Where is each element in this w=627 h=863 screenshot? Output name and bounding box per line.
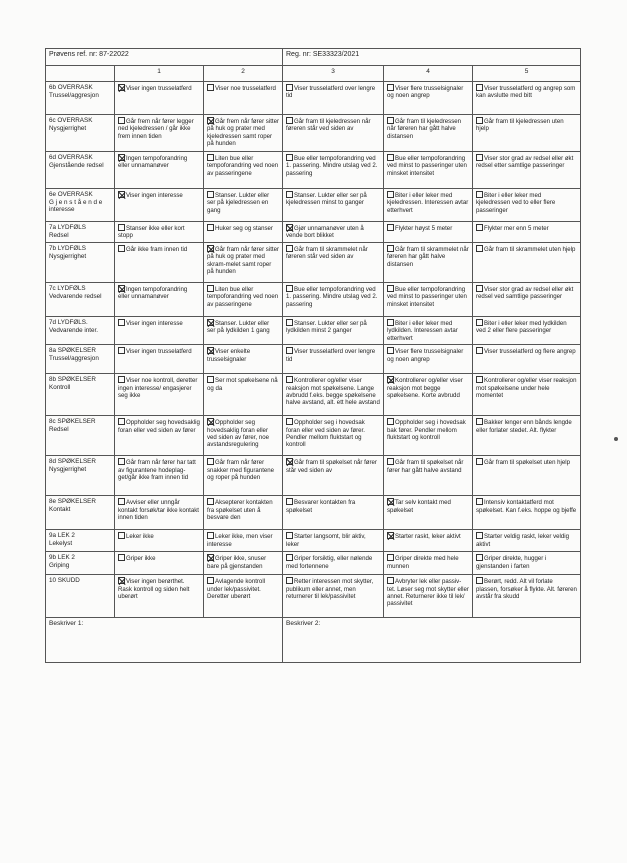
checkbox-icon[interactable] — [476, 319, 483, 326]
option-cell[interactable] — [204, 456, 283, 496]
option-cell[interactable] — [115, 456, 204, 496]
option-cell[interactable] — [473, 374, 581, 416]
option-text: Aksepterer kontakten fra spøkelset uten å besvare den — [207, 499, 273, 521]
checkbox-icon[interactable] — [207, 191, 214, 198]
option-cell[interactable] — [283, 374, 384, 416]
checkbox-icon[interactable] — [387, 285, 394, 292]
category-label: 6d OVERRASK Gjenstående redsel — [46, 152, 115, 189]
option-text: Ser mot spøkelsene nå og da — [207, 377, 278, 392]
option-text: Leker ikke, men viser interesse — [207, 533, 273, 548]
checked-box-icon[interactable] — [118, 84, 125, 91]
option-cell[interactable] — [473, 82, 581, 115]
option-text: Viser trusselatferd og angrep som kan avslutte med bitt — [476, 85, 576, 100]
option-text: Liten bue eller tempoforandring ved noen av passeringene — [207, 285, 279, 308]
option-text: Gjør unnamanøver uten å vende bort blikket — [286, 225, 364, 240]
checkbox-icon[interactable] — [476, 191, 483, 198]
option-text: Viser trusselatferd og flere angrep — [484, 348, 576, 356]
option-cell[interactable] — [283, 152, 384, 189]
option-cell[interactable] — [204, 152, 283, 189]
option-cell[interactable] — [115, 345, 204, 374]
column-number-row — [46, 66, 581, 82]
checkbox-icon[interactable] — [476, 84, 483, 91]
option-text: Går ikke fram innen tid — [126, 245, 188, 253]
table-row — [46, 552, 581, 575]
option-text: Avviser eller unngår kontakt forsøk/tar ikke kontakt innen tiden — [118, 499, 199, 521]
option-cell[interactable] — [204, 189, 283, 222]
checkbox-icon[interactable] — [286, 376, 293, 383]
checkbox-icon[interactable] — [207, 577, 214, 584]
checked-box-icon[interactable] — [387, 376, 394, 383]
table-row — [46, 496, 581, 530]
option-text: Viser enkelte trusselsignaler — [207, 348, 251, 363]
checkbox-icon[interactable] — [476, 532, 483, 539]
option-text: Kontrollerer og/eller viser reaksjon mot spøkelsene. Lange avbrudd f.eks. begge spøkelsene halve avstand, alt. ett hele avstand — [286, 377, 380, 407]
category-label: 9b LEK 2 Griping — [46, 552, 115, 575]
option-cell[interactable] — [384, 189, 473, 222]
option-cell[interactable] — [204, 242, 283, 282]
option-text: Griper ikke — [126, 555, 156, 563]
checkbox-icon[interactable] — [387, 347, 394, 354]
option-text: Viser stor grad av redsel eller økt redsel etter samtlige passeringer — [476, 155, 574, 170]
option-text: Går fram til kjeledressen når føreren står ved siden av — [286, 118, 371, 133]
option-text: Viser flere trusselsignaler og noen angrep — [387, 348, 464, 363]
option-text: Biter i eller leker med lydkilden. Interessen avtar etterhvert — [387, 319, 458, 342]
option-text: Kontrollerer og/eller viser reaksjon mot spøkelsene under hele momentet — [476, 377, 577, 399]
option-cell[interactable] — [384, 152, 473, 189]
option-cell[interactable] — [204, 316, 283, 344]
option-cell[interactable] — [283, 345, 384, 374]
option-cell[interactable] — [384, 496, 473, 530]
option-cell[interactable] — [473, 345, 581, 374]
checkbox-icon[interactable] — [476, 418, 483, 425]
option-cell[interactable] — [384, 456, 473, 496]
checkbox-icon[interactable] — [118, 458, 125, 465]
option-text: Viser trusselatferd over lengre tid — [286, 348, 376, 363]
option-cell[interactable] — [115, 530, 204, 552]
option-text: Viser ingen trusselatferd — [126, 348, 192, 356]
option-cell[interactable] — [204, 530, 283, 552]
option-cell[interactable] — [473, 456, 581, 496]
option-text: Går frem når fører sitter på huk og prater med kjeledressen samt roper på hunden — [207, 118, 279, 148]
option-text: Går fram når fører har tatt av figurantene hodeplag-get/går ikke fram innen tid — [118, 459, 196, 481]
option-text: Leker ikke — [126, 533, 154, 541]
describer-2[interactable]: Beskriver 2: — [283, 618, 581, 663]
checkbox-icon[interactable] — [387, 245, 394, 252]
option-cell[interactable] — [283, 282, 384, 316]
option-text: Viser ingen trusselatferd — [126, 85, 192, 92]
option-text: Bakker lenger enn bånds lengde eller forlater stedet. Alt. flykter — [476, 419, 572, 434]
checked-box-icon[interactable] — [118, 154, 125, 161]
category-label: 8d SPØKELSER Nysgjerrighet — [46, 456, 115, 496]
option-cell[interactable] — [283, 456, 384, 496]
option-text: Avbryter lek eller passiv-tet. Løser seg mot skytter eller annet. Returnerer ikke til lek/ passivitet — [387, 578, 469, 608]
option-text: Bue eller tempoforandring ved 1. passering. Mindre utslag ved 2. passering — [286, 155, 378, 177]
category-label: 8c SPØKELSER Redsel — [46, 416, 115, 456]
checkbox-icon[interactable] — [286, 498, 293, 505]
option-text: Går fram til spøkelset når fører har gått halve avstand — [387, 459, 464, 474]
checkbox-icon[interactable] — [207, 458, 214, 465]
checked-box-icon[interactable] — [387, 498, 394, 505]
option-text: Viser stor grad av redsel eller økt redsel ved samtlige passeringer — [476, 285, 574, 301]
option-text: Liten bue eller tempoforandring ved noen av passeringene — [207, 155, 279, 177]
table-row — [46, 152, 581, 189]
option-cell[interactable] — [115, 374, 204, 416]
option-text: Besvarer kontakten fra spøkelset — [286, 499, 356, 514]
checkbox-icon[interactable] — [387, 154, 394, 161]
checked-box-icon[interactable] — [387, 532, 394, 539]
checkbox-icon[interactable] — [118, 532, 125, 539]
checked-box-icon[interactable] — [118, 285, 125, 292]
checkbox-icon[interactable] — [118, 117, 125, 124]
option-cell[interactable] — [283, 189, 384, 222]
category-label: 7c LYDFØLS Vedvarende redsel — [46, 282, 115, 316]
option-cell[interactable] — [473, 552, 581, 575]
checkbox-icon[interactable] — [387, 319, 394, 326]
checked-box-icon[interactable] — [118, 577, 125, 584]
option-text: Stanser. Lukter eller ser på lydkilden 1 gang — [207, 319, 270, 335]
option-cell[interactable] — [473, 189, 581, 222]
option-text: Går fram når fører snakker med figurantene og roper på hunden — [207, 459, 275, 481]
checkbox-icon[interactable] — [387, 117, 394, 124]
option-cell[interactable] — [204, 374, 283, 416]
corner-cell — [46, 66, 115, 82]
option-cell[interactable] — [384, 530, 473, 552]
checked-box-icon[interactable] — [207, 117, 214, 124]
checkbox-icon[interactable] — [118, 418, 125, 425]
checkbox-icon[interactable] — [387, 554, 394, 561]
checkbox-icon[interactable] — [476, 347, 483, 354]
category-label: 8b SPØKELSER Kontroll — [46, 374, 115, 416]
option-text: Huker seg og stanser — [215, 225, 273, 232]
option-cell[interactable] — [283, 115, 384, 152]
option-cell[interactable] — [473, 416, 581, 456]
table-row — [46, 345, 581, 374]
option-text: Går fram til spøkelset når fører står ved siden av — [286, 459, 377, 474]
checked-box-icon[interactable] — [118, 191, 125, 198]
checked-box-icon[interactable] — [207, 418, 214, 425]
option-cell[interactable] — [473, 530, 581, 552]
option-text: Oppholder seg hovedsaklig foran eller ved siden av fører, noe avstandsregulering — [207, 419, 269, 449]
category-label: 7a LYDFØLS Redsel — [46, 222, 115, 243]
checkbox-icon[interactable] — [118, 319, 125, 326]
checkbox-icon[interactable] — [207, 224, 214, 231]
option-cell[interactable] — [384, 82, 473, 115]
checkbox-icon[interactable] — [387, 84, 394, 91]
checkbox-icon[interactable] — [387, 458, 394, 465]
option-text: Flykter høyst 5 meter — [395, 225, 453, 232]
option-cell[interactable] — [115, 416, 204, 456]
table-row — [46, 189, 581, 222]
checkbox-icon[interactable] — [286, 347, 293, 354]
checked-box-icon[interactable] — [207, 554, 214, 561]
header-row — [46, 49, 581, 66]
checkbox-icon[interactable] — [387, 418, 394, 425]
test-ref: Prøvens ref. nr: 87-22022 — [46, 49, 283, 66]
option-text: Stanser ikke eller kort stopp — [118, 225, 185, 240]
table-row — [46, 374, 581, 416]
option-text: Starter raskt, leker aktivt — [395, 533, 461, 541]
option-text: Viser ingen interesse — [126, 319, 183, 327]
checked-box-icon[interactable] — [207, 245, 214, 252]
table-row — [46, 575, 581, 618]
option-text: Går fram til spøkelset uten hjelp — [484, 459, 571, 467]
category-label: 8a SPØKELSER Trussel/aggresjon — [46, 345, 115, 374]
checkbox-icon[interactable] — [207, 84, 214, 91]
checkbox-icon[interactable] — [286, 84, 293, 91]
option-text: Viser trusselatferd over lengre tid — [286, 85, 376, 100]
column-number-3: 3 — [283, 66, 384, 82]
option-cell[interactable] — [473, 115, 581, 152]
option-text: Kontrollerer og/eller viser reaksjon mot begge spøkelsene. Korte avbrudd — [387, 377, 463, 399]
option-text: Intensiv kontaktatferd mot spøkelset. Kan f.eks. hoppe og bjeffe — [476, 499, 577, 514]
option-cell[interactable] — [283, 316, 384, 344]
checkbox-icon[interactable] — [476, 245, 483, 252]
option-cell[interactable] — [473, 282, 581, 316]
checkbox-icon[interactable] — [286, 117, 293, 124]
column-number-5: 5 — [473, 66, 581, 82]
option-text: Stanser. Lukter eller ser på kjeledressen en gang — [207, 192, 270, 214]
checkbox-icon[interactable] — [387, 577, 394, 584]
option-cell[interactable] — [384, 552, 473, 575]
checkbox-icon[interactable] — [476, 498, 483, 505]
option-text: Griper forsiktig, eller nølende med fortennene — [286, 555, 373, 570]
option-text: Retter interessen mot skytter, publikum eller annet, men returnerer til lek/passivitet — [286, 578, 374, 600]
option-cell[interactable] — [204, 115, 283, 152]
option-cell[interactable] — [204, 575, 283, 618]
category-label: 9a LEK 2 Lekelyst — [46, 530, 115, 552]
option-cell[interactable] — [204, 222, 283, 243]
option-text: Viser noe trusselatferd — [215, 85, 276, 92]
checkbox-icon[interactable] — [387, 191, 394, 198]
option-cell[interactable] — [115, 189, 204, 222]
checkbox-icon[interactable] — [207, 285, 214, 292]
option-text: Griper direkte, hugger i gjenstanden i farten — [476, 555, 547, 570]
option-cell[interactable] — [115, 552, 204, 575]
option-cell[interactable] — [204, 345, 283, 374]
describer-1[interactable]: Beskriver 1: — [46, 618, 283, 663]
checkbox-icon[interactable] — [207, 154, 214, 161]
option-text: Viser flere trusselsignaler og noen angrep — [387, 85, 464, 100]
option-cell[interactable] — [384, 282, 473, 316]
option-cell[interactable] — [204, 82, 283, 115]
footer-row — [46, 618, 581, 663]
option-text: Oppholder seg hovedsaklig foran eller ved siden av fører — [118, 419, 200, 434]
option-cell[interactable] — [115, 575, 204, 618]
table-row — [46, 456, 581, 496]
scan-speck — [614, 437, 618, 441]
option-text: Berørt, redd. Alt vil forlate plassen, forsøker å flykte. Alt. føreren avstår fra skudd — [476, 578, 577, 600]
checked-box-icon[interactable] — [286, 224, 293, 231]
option-cell[interactable] — [384, 575, 473, 618]
option-text: Griper ikke, snuser bare på gjenstanden — [207, 555, 267, 570]
evaluation-table — [45, 48, 581, 663]
option-text: Bue eller tempoforandring ved minst to passeringer uten minsket intensitet — [387, 285, 467, 308]
option-cell[interactable] — [115, 222, 204, 243]
option-cell[interactable] — [115, 152, 204, 189]
column-number-1: 1 — [115, 66, 204, 82]
option-cell[interactable] — [283, 552, 384, 575]
option-cell[interactable] — [384, 416, 473, 456]
option-cell[interactable] — [384, 316, 473, 344]
checked-box-icon[interactable] — [207, 319, 214, 326]
table-row — [46, 316, 581, 344]
option-text: Starter langsomt, blir aktiv, leker — [286, 533, 366, 548]
checkbox-icon[interactable] — [286, 418, 293, 425]
table-row — [46, 242, 581, 282]
option-cell[interactable] — [384, 242, 473, 282]
option-cell[interactable] — [115, 242, 204, 282]
option-cell[interactable] — [115, 282, 204, 316]
checkbox-icon[interactable] — [118, 245, 125, 252]
option-cell[interactable] — [283, 222, 384, 243]
option-cell[interactable] — [473, 152, 581, 189]
table-row — [46, 115, 581, 152]
option-cell[interactable] — [283, 242, 384, 282]
option-text: Ingen tempoforandring eller unnamanøver — [118, 285, 188, 301]
option-cell[interactable] — [384, 374, 473, 416]
option-cell[interactable] — [204, 282, 283, 316]
category-label: 6c OVERRASK Nysgjerrighet — [46, 115, 115, 152]
checkbox-icon[interactable] — [207, 498, 214, 505]
checkbox-icon[interactable] — [286, 191, 293, 198]
option-cell[interactable] — [384, 222, 473, 243]
checkbox-icon[interactable] — [286, 245, 293, 252]
option-text: Ingen tempoforandring eller unnamanøver — [118, 155, 188, 170]
checkbox-icon[interactable] — [476, 577, 483, 584]
option-cell[interactable] — [473, 242, 581, 282]
option-text: Viser ingen interesse — [126, 192, 183, 199]
category-label: 10 SKUDD — [46, 575, 115, 618]
checkbox-icon[interactable] — [476, 285, 483, 292]
checked-box-icon[interactable] — [207, 347, 214, 354]
checkbox-icon[interactable] — [118, 376, 125, 383]
option-text: Stanser. Lukter eller ser på lydkilden minst 2 ganger — [286, 319, 367, 335]
option-text: Går fram til skrammelet uten hjelp — [484, 245, 576, 253]
option-text: Viser noe kontroll, deretter ingen interesse/ engasjerer seg ikke — [118, 377, 198, 399]
option-cell[interactable] — [283, 575, 384, 618]
category-label: 6e OVERRASK G j e n s t å e n d e interesse — [46, 189, 115, 222]
option-cell[interactable] — [204, 552, 283, 575]
table-row — [46, 416, 581, 456]
option-text: Oppholder seg i hovedsak foran eller ved siden av fører. Pendler mellom fluktstart og kontroll — [286, 419, 365, 449]
reg-number: Reg. nr: SE33323/2021 — [283, 49, 581, 66]
option-text: Går fram til skrammelet når føreren har gått halve distansen — [387, 245, 469, 268]
option-cell[interactable] — [384, 345, 473, 374]
checkbox-icon[interactable] — [476, 376, 483, 383]
option-cell[interactable] — [283, 416, 384, 456]
checkbox-icon[interactable] — [118, 347, 125, 354]
option-cell[interactable] — [115, 496, 204, 530]
option-cell[interactable] — [473, 496, 581, 530]
option-text: Biter i eller leker med kjeledressen ved to eller flere passeringer — [476, 192, 556, 214]
checkbox-icon[interactable] — [286, 577, 293, 584]
table-row — [46, 222, 581, 243]
table-row — [46, 530, 581, 552]
option-text: Går fram til kjeledressen når føreren har gått halve distansen — [387, 118, 462, 140]
option-text: Avlagende kontroll under lek/passivitet. Deretter uberørt — [207, 578, 266, 600]
option-text: Bue eller tempoforandring ved minst to passeringer uten minsket intensitet — [387, 155, 467, 177]
checkbox-icon[interactable] — [118, 554, 125, 561]
checkbox-icon[interactable] — [387, 224, 394, 231]
category-label: 6b OVERRASK Trussel/aggresjon — [46, 82, 115, 115]
table-row — [46, 282, 581, 316]
option-text: Går fram til kjeledressen uten hjelp — [476, 118, 564, 133]
checkbox-icon[interactable] — [118, 224, 125, 231]
column-number-4: 4 — [384, 66, 473, 82]
option-text: Oppholder seg i hovedsak bak fører. Pendler mellom fluktstart og kontroll — [387, 419, 466, 441]
checkbox-icon[interactable] — [286, 285, 293, 292]
checkbox-icon[interactable] — [476, 554, 483, 561]
column-number-2: 2 — [204, 66, 283, 82]
option-cell[interactable] — [283, 530, 384, 552]
option-cell[interactable] — [204, 416, 283, 456]
checkbox-icon[interactable] — [286, 154, 293, 161]
option-cell[interactable] — [384, 115, 473, 152]
option-cell[interactable] — [115, 82, 204, 115]
checkbox-icon[interactable] — [476, 224, 483, 231]
checkbox-icon[interactable] — [476, 458, 483, 465]
option-text: Flykter mer enn 5 meter — [484, 225, 549, 232]
category-label: 8e SPØKELSER Kontakt — [46, 496, 115, 530]
category-label: 7d LYDFØLS. Vedvarende inter. — [46, 316, 115, 344]
option-cell[interactable] — [473, 222, 581, 243]
option-cell[interactable] — [115, 115, 204, 152]
checkbox-icon[interactable] — [286, 532, 293, 539]
checkbox-icon[interactable] — [476, 117, 483, 124]
option-cell[interactable] — [283, 82, 384, 115]
option-cell[interactable] — [283, 496, 384, 530]
option-cell[interactable] — [473, 316, 581, 344]
checked-box-icon[interactable] — [286, 458, 293, 465]
checkbox-icon[interactable] — [286, 554, 293, 561]
table-row — [46, 82, 581, 115]
checkbox-icon[interactable] — [286, 319, 293, 326]
option-text: Biter i eller leker med lydkilden ved 2 eller flere passeringer — [476, 319, 567, 335]
option-text: Går fram når fører sitter på huk og prater med skram-melet samt roper på hunden — [207, 245, 279, 276]
option-cell[interactable] — [473, 575, 581, 618]
option-text: Viser ingen berørthet. Rask kontroll og siden helt uberørt — [118, 578, 190, 600]
checkbox-icon[interactable] — [207, 532, 214, 539]
option-text: Griper direkte med hele munnen — [387, 555, 459, 570]
option-cell[interactable] — [115, 316, 204, 344]
option-text: Går fram til skrammelet når føreren står ved siden av — [286, 245, 368, 261]
option-text: Stanser. Lukter eller ser på kjeledressen minst to ganger — [286, 192, 367, 207]
option-text: Biter i eller leker med kjeledressen. Interessen avtar etterhvert — [387, 192, 469, 214]
category-label: 7b LYDFØLS Nysgjerrighet — [46, 242, 115, 282]
option-text: Starter veldig raskt, leker veldig aktivt — [476, 533, 570, 548]
option-cell[interactable] — [204, 496, 283, 530]
option-text: Bue eller tempoforandring ved 1. passering. Mindre utslag ved 2. passering — [286, 285, 378, 308]
checkbox-icon[interactable] — [207, 376, 214, 383]
checkbox-icon[interactable] — [118, 498, 125, 505]
checkbox-icon[interactable] — [476, 154, 483, 161]
option-text: Går frem når fører legger ned kjeledressen / går ikke frem innen tiden — [118, 118, 194, 140]
option-text: Tar selv kontakt med spøkelset — [387, 499, 451, 514]
